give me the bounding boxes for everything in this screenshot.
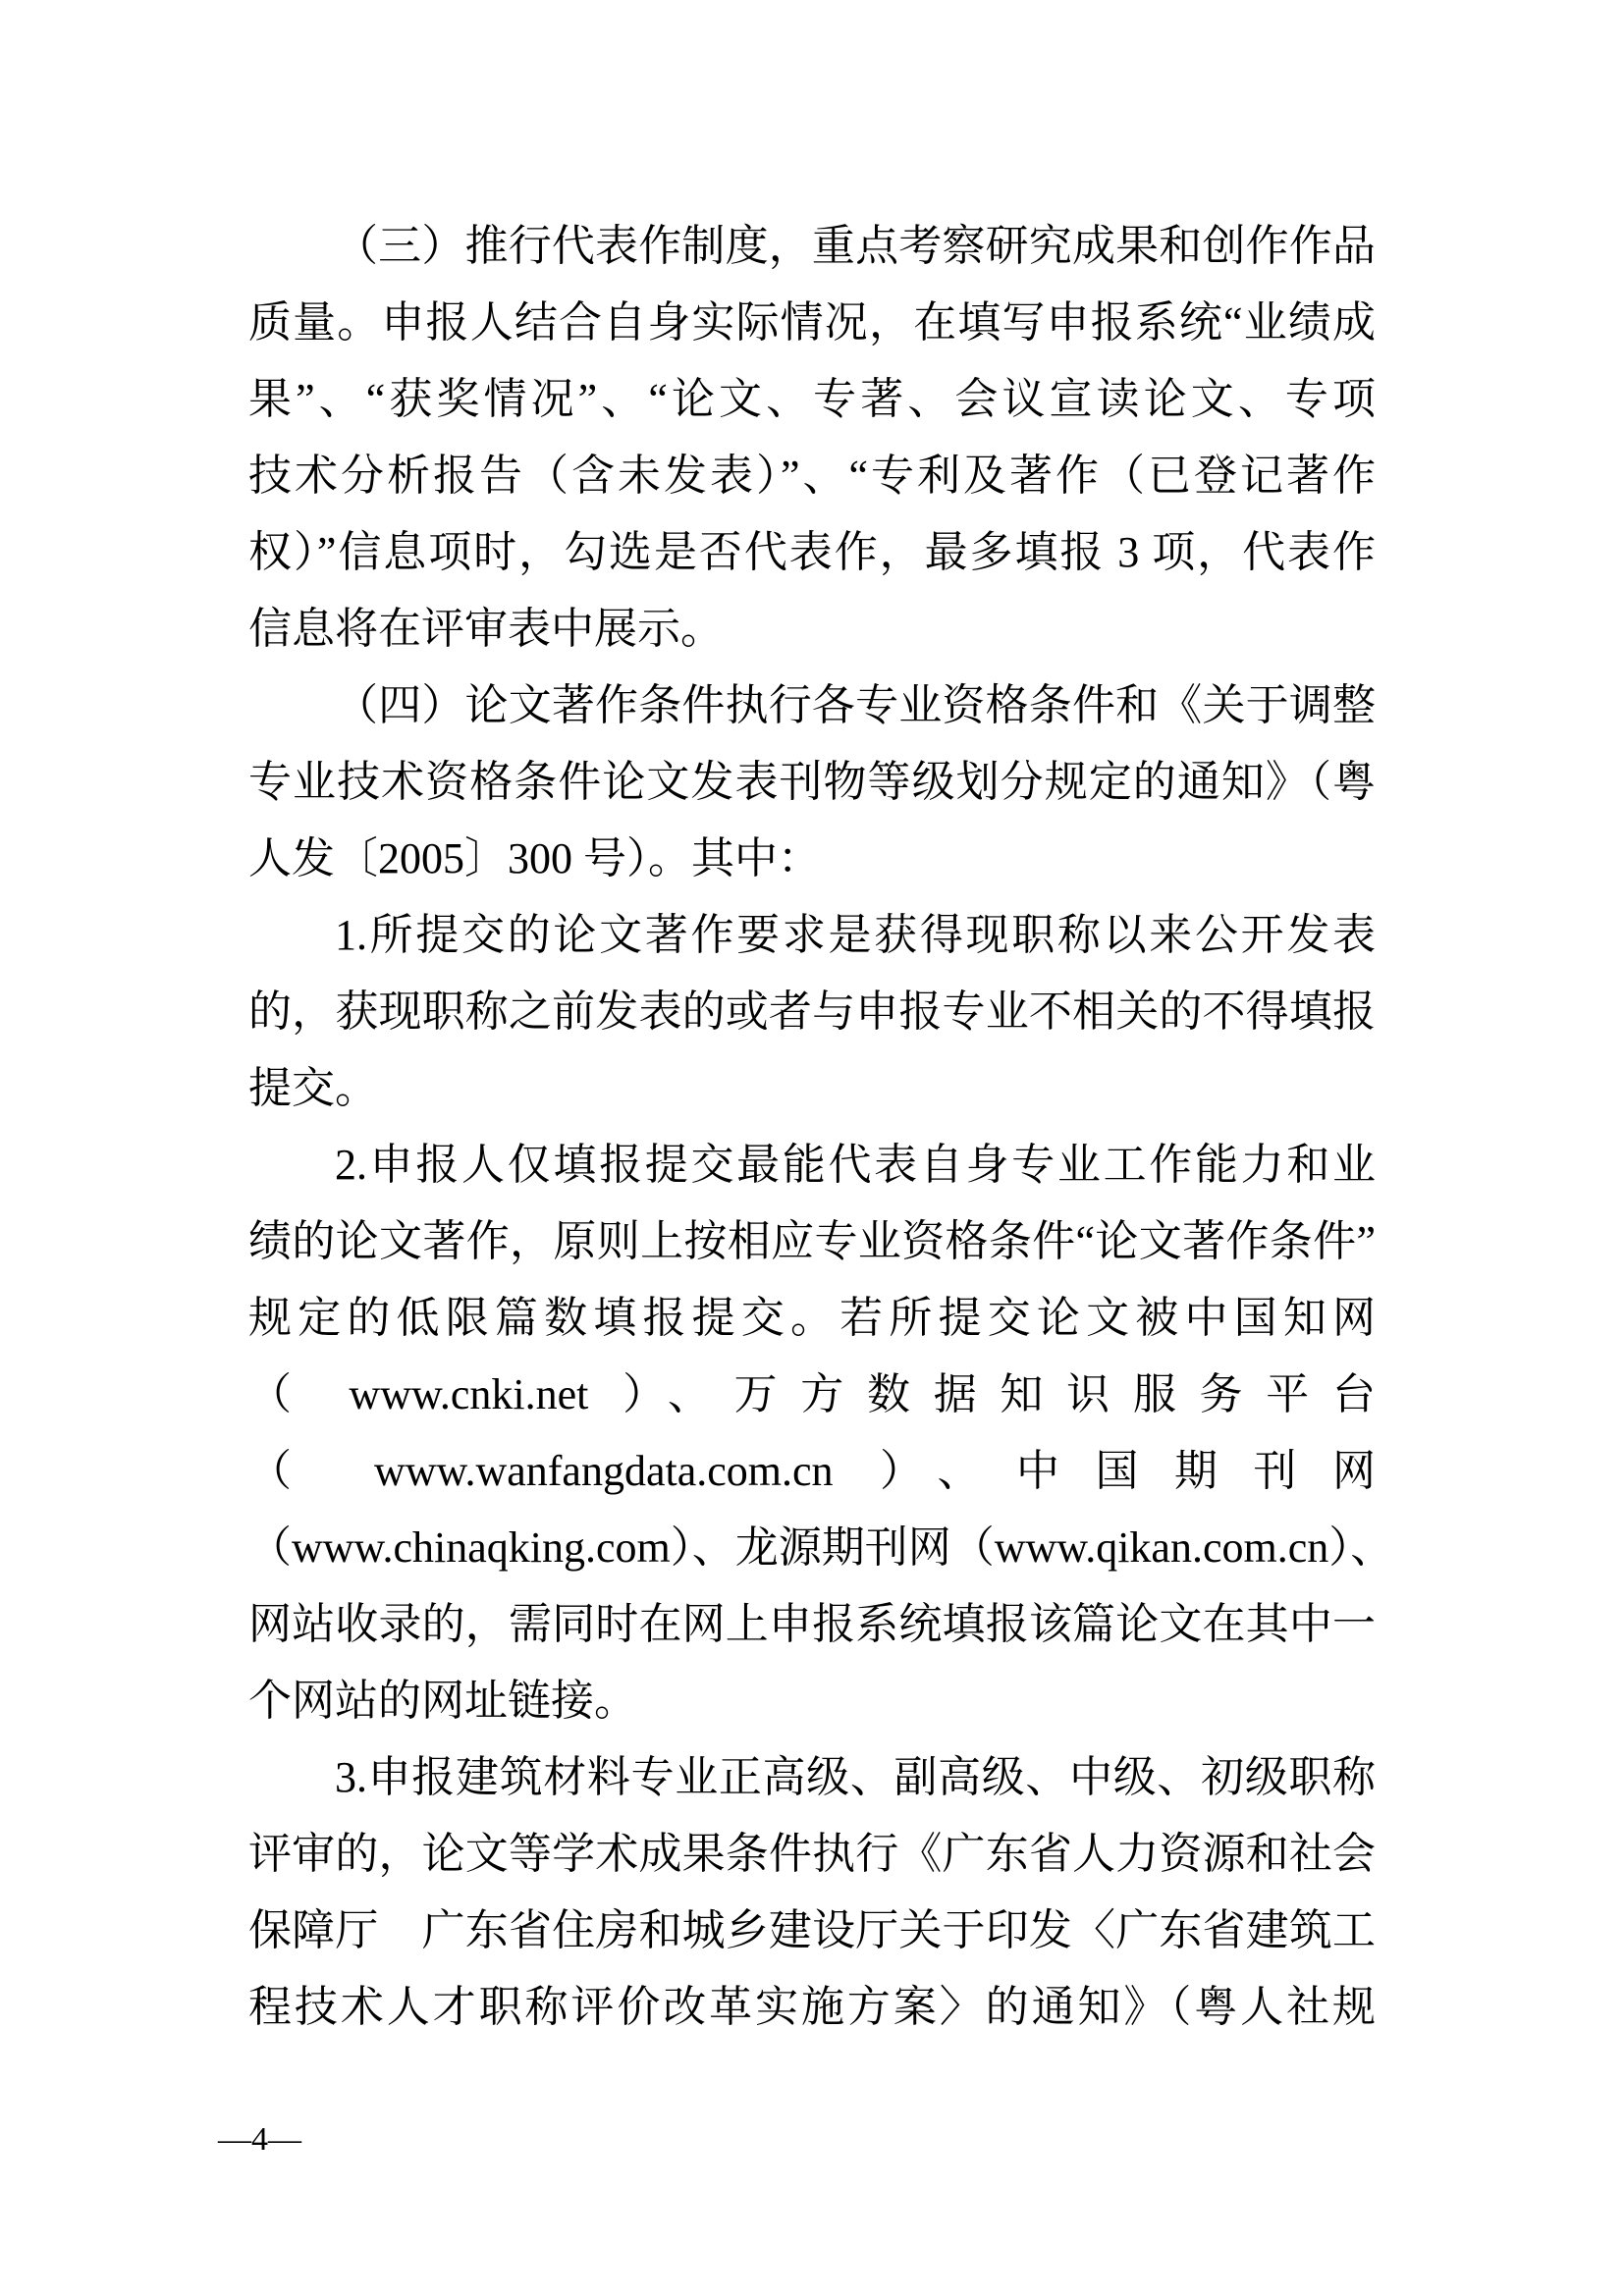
text-line: 网站收录的，需同时在网上申报系统填报该篇论文在其中一 bbox=[248, 1600, 1376, 1648]
text-line: 3.申报建筑材料专业正高级、副高级、中级、初级职称 bbox=[335, 1753, 1376, 1801]
text-line: 规定的低限篇数填报提交。若所提交论文被中国知网 bbox=[248, 1294, 1376, 1342]
text-line: （四）论文著作条件执行各专业资格条件和《关于调整 bbox=[335, 681, 1376, 729]
text-line: （三）推行代表作制度，重点考察研究成果和创作作品 bbox=[335, 222, 1376, 270]
text-line: 果”、“获奖情况”、“论文、专著、会议宣读论文、专项 bbox=[248, 375, 1376, 423]
text-line: 质量。申报人结合自身实际情况，在填写申报系统“业绩成 bbox=[248, 298, 1376, 347]
text-line: 提交。 bbox=[248, 1064, 378, 1112]
text-line: 绩的论文著作，原则上按相应专业资格条件“论文著作条件” bbox=[248, 1217, 1376, 1265]
text-line: 信息将在评审表中展示。 bbox=[248, 605, 724, 653]
paragraph-section-3-representative-works bbox=[248, 208, 1376, 667]
text-line: 评审的，论文等学术成果条件执行《广东省人力资源和社会 bbox=[248, 1830, 1376, 1878]
text-line: 2.申报人仅填报提交最能代表自身专业工作能力和业 bbox=[335, 1141, 1376, 1189]
paragraph-item-2-submission-limits bbox=[248, 1127, 1394, 1739]
text-line: 程技术人才职称评价改革实施方案〉的通知》（粤人社规 bbox=[248, 1983, 1376, 2031]
paragraph-item-1-publication-timing bbox=[248, 897, 1376, 1127]
text-line: （ www.cnki.net ）、万方数据知识服务平台 bbox=[248, 1370, 1376, 1418]
text-line: 权）”信息项时，勾选是否代表作，最多填报 3 项，代表作 bbox=[248, 528, 1376, 576]
page-number: —4— bbox=[218, 2121, 301, 2158]
text-line: 人发〔2005〕300 号）。其中： bbox=[248, 834, 821, 882]
text-line: 专业技术资格条件论文发表刊物等级划分规定的通知》（粤 bbox=[248, 758, 1376, 806]
text-line: 的，获现职称之前发表的或者与申报专业不相关的不得填报 bbox=[248, 988, 1376, 1036]
paragraph-item-3-building-materials bbox=[248, 1739, 1376, 2046]
text-line: 1.所提交的论文著作要求是获得现职称以来公开发表 bbox=[335, 911, 1376, 959]
text-line: （www.chinaqking.com）、龙源期刊网（www.qikan.com.cn）、 bbox=[248, 1523, 1394, 1572]
text-line: （ www.wanfangdata.com.cn ）、中国期刊网 bbox=[248, 1447, 1376, 1495]
text-line: 个网站的网址链接。 bbox=[248, 1677, 637, 1725]
text-line: 技术分析报告（含未发表）”、“专利及著作（已登记著作 bbox=[248, 452, 1376, 500]
paragraph-section-4-thesis-conditions bbox=[248, 667, 1376, 897]
text-line: 保障厅 广东省住房和城乡建设厅关于印发〈广东省建筑工 bbox=[248, 1906, 1376, 1954]
document-body bbox=[248, 208, 1394, 2046]
